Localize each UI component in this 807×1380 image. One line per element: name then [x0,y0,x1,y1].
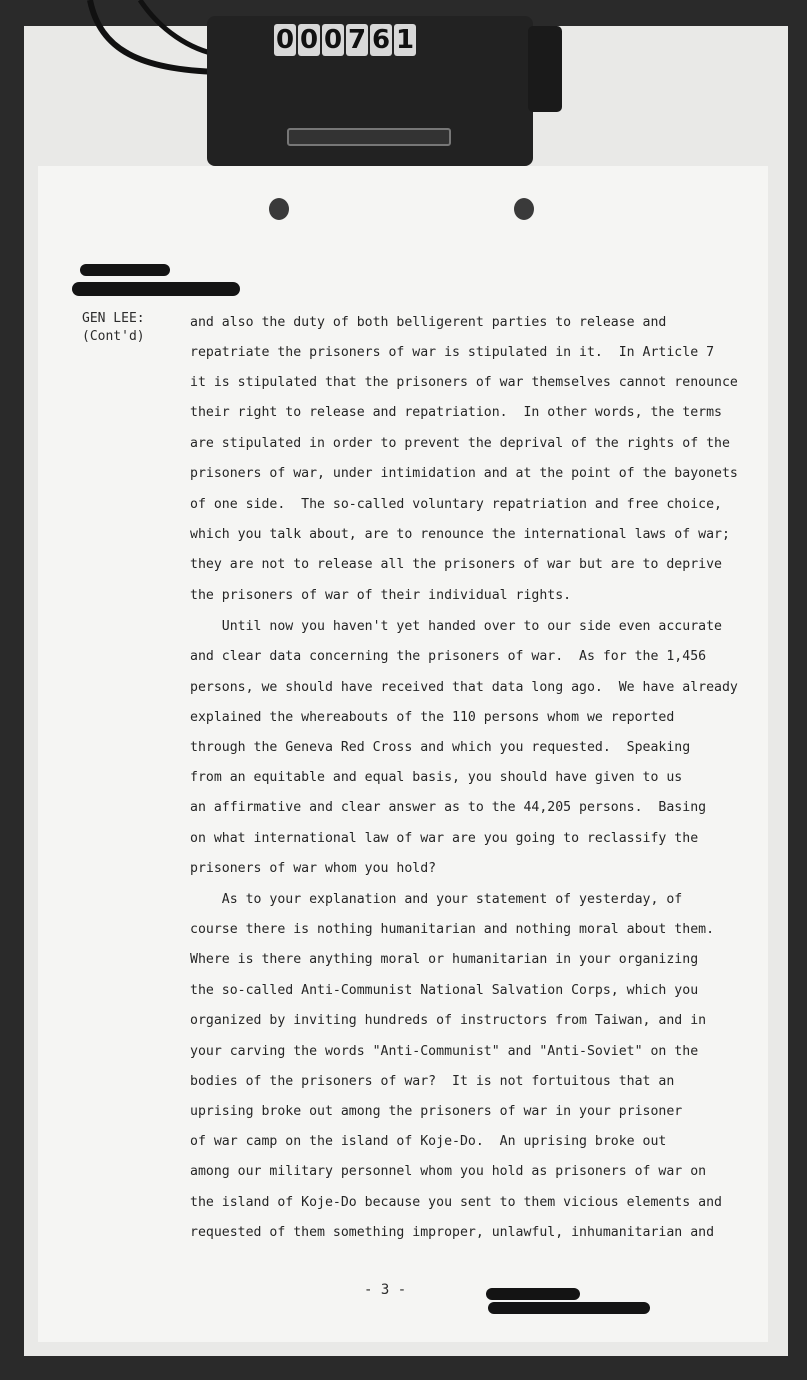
text-line: on what international law of war are you going to reclassify the [190,831,699,846]
redaction-bar [486,1288,580,1300]
text-line: of war camp on the island of Koje-Do. An uprising broke out [190,1134,667,1149]
text-line: prisoners of war whom you hold? [190,861,437,876]
text-line: an affirmative and clear answer as to the 44,205 persons. Basing [190,800,707,815]
text-line: which you talk about, are to renounce the international laws of war; [190,527,730,542]
text-line: repatriate the prisoners of war is stipulated in it. In Article 7 [190,345,715,360]
text-line: organized by inviting hundreds of instructors from Taiwan, and in [190,1013,707,1028]
counter-digit: 7 [347,25,367,55]
counter-digits [274,24,416,58]
speaker-name: GEN LEE: [82,311,145,326]
text-line: from an equitable and equal basis, you should have given to us [190,770,683,785]
counter-digit: 0 [323,25,343,55]
text-line: Where is there anything moral or humanitarian in your organizing [190,952,699,967]
counter-digit: 1 [395,25,415,55]
page-number: - 3 - [364,1282,407,1298]
text-line: your carving the words "Anti-Communist" and "Anti-Soviet" on the [190,1044,699,1059]
text-line: As to your explanation and your statement of yesterday, of [190,892,683,907]
text-line: requested of them something improper, unlawful, inhumanitarian and [190,1225,715,1240]
text-line: among our military personnel whom you hold as prisoners of war on [190,1164,707,1179]
counter-digit: 6 [371,25,391,55]
text-line: their right to release and repatriation. In other words, the terms [190,405,722,420]
counter-cable [80,0,220,90]
redaction-bar [488,1302,650,1314]
punch-hole-right [514,198,534,220]
counter-digit: 0 [275,25,295,55]
speaker-label [82,310,145,346]
redaction-bar [72,282,240,296]
text-line: through the Geneva Red Cross and which you requested. Speaking [190,740,691,755]
text-line: the so-called Anti-Communist National Salvation Corps, which you [190,983,699,998]
text-line: course there is nothing humanitarian and nothing moral about them. [190,922,715,937]
text-line: bodies of the prisoners of war? It is not fortuitous that an [190,1074,675,1089]
counter-knob [528,26,562,112]
punch-hole-left [269,198,289,220]
text-line: and clear data concerning the prisoners of war. As for the 1,456 [190,649,707,664]
counter-slot [287,128,451,146]
text-line: explained the whereabouts of the 110 persons whom we reported [190,710,675,725]
text-line: uprising broke out among the prisoners of war in your prisoner [190,1104,683,1119]
text-line: it is stipulated that the prisoners of war themselves cannot renounce [190,375,738,390]
counter-digit: 0 [299,25,319,55]
text-line: and also the duty of both belligerent parties to release and [190,315,667,330]
redaction-bar [80,264,170,276]
text-line: are stipulated in order to prevent the deprival of the rights of the [190,436,730,451]
text-line: persons, we should have received that data long ago. We have already [190,680,738,695]
text-line: of one side. The so-called voluntary repatriation and free choice, [190,497,722,512]
text-line: prisoners of war, under intimidation and at the point of the bayonets [190,466,738,481]
text-line: the island of Koje-Do because you sent to them vicious elements and [190,1195,722,1210]
text-line: the prisoners of war of their individual rights. [190,588,572,603]
text-line: they are not to release all the prisoners of war but are to deprive [190,557,722,572]
speaker-continued: (Cont'd) [82,329,145,344]
text-line: Until now you haven't yet handed over to our side even accurate [190,619,722,634]
